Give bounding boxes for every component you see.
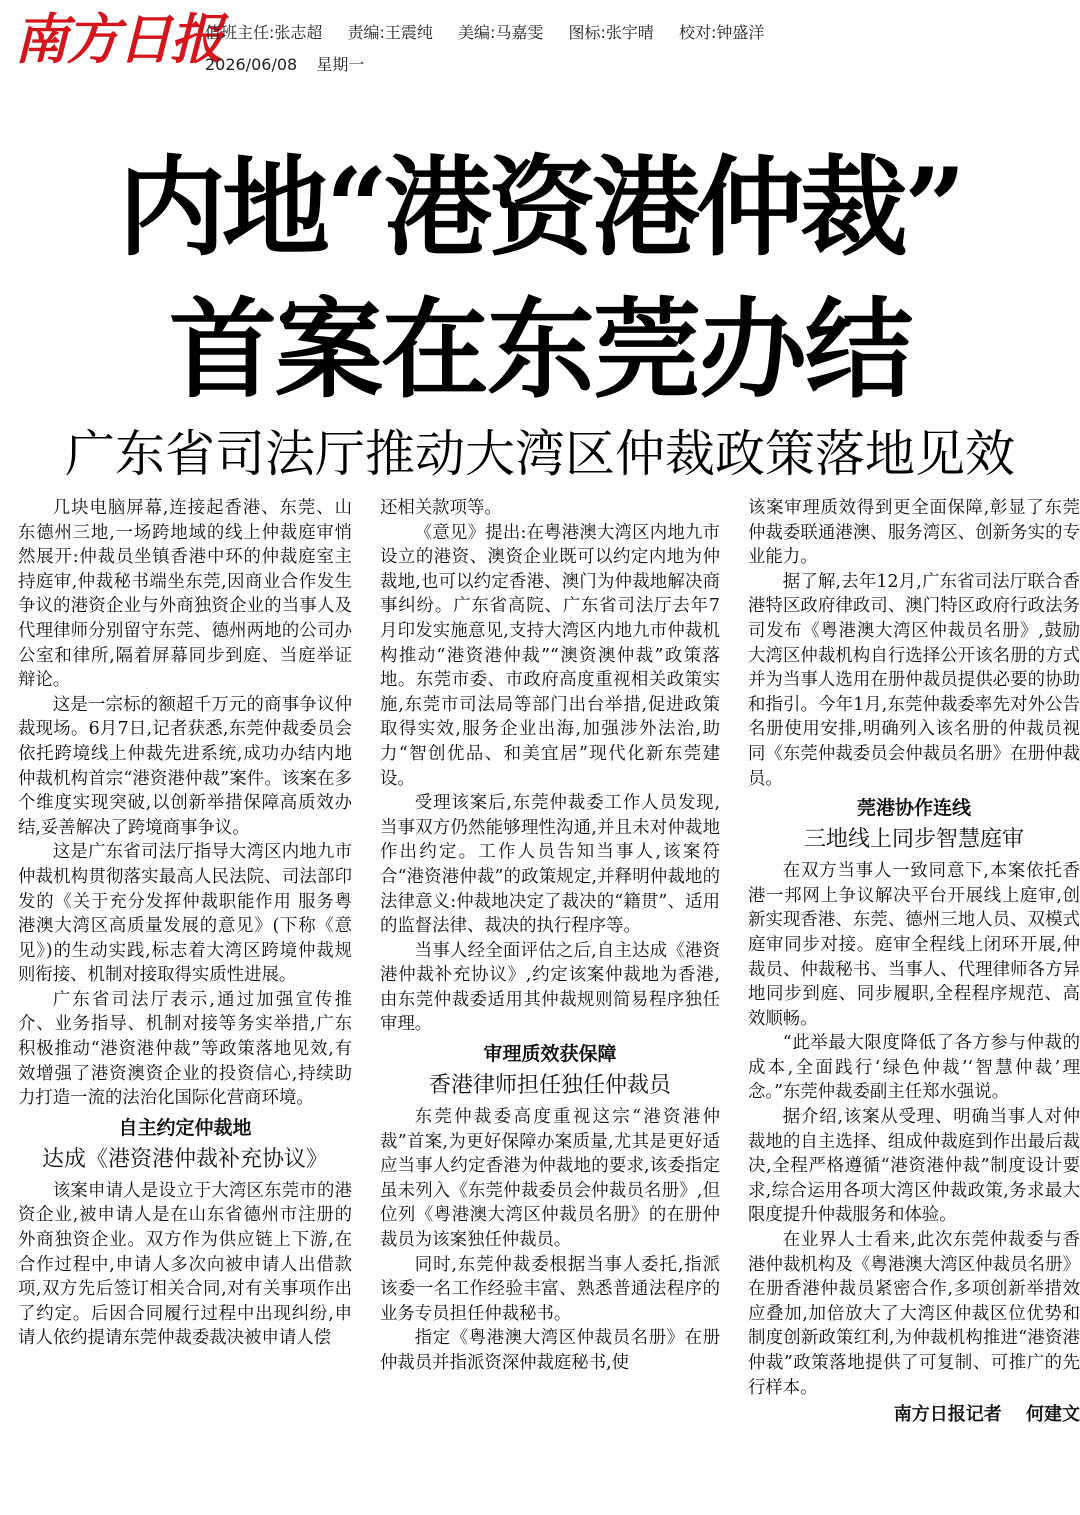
section-heading: 自主约定仲裁地	[118, 1116, 252, 1139]
paragraph: 据介绍,该案从受理、明确当事人对仲裁地的自主选择、组成仲裁庭到作出最后裁决,全程严格遵循“港资港仲裁”制度设计要求,综合运用各项大湾区仲裁政策,务求最大限度提升仲裁服务和体验。	[748, 1107, 1080, 1226]
paragraph: 同时,东莞仲裁委根据当事人委托,指派该委一名工作经验丰富、熟悉普通法程序的业务专员担任仲裁秘书。	[380, 1254, 720, 1324]
paragraph: 东莞仲裁委高度重视这宗“港资港仲裁”首案,为更好保障办案质量,尤其是更好适应当事人约定香港为仲裁地的要求,该委指定虽未列入《东莞仲裁委员会仲裁员名册》,但位列《粤港澳大湾区仲裁员名册》的在册仲裁员为该案独任仲裁员。	[380, 1107, 720, 1251]
byline-author: 何建文	[1026, 1404, 1080, 1426]
paragraph: 在双方当事人一致同意下,本案依托香港一邦网上争议解决平台开展线上庭审,创新实现香港、东莞、德州三地人员、双模式庭审同步对接。庭审全程线上闭环开展,仲裁员、仲裁秘书、当事人、代理律师各方异地同步到庭、同步履职,全程程序规范、高效顺畅。	[748, 861, 1080, 1029]
paragraph: 广东省司法厅表示,通过加强宣传推介、业务指导、机制对接等务实举措,广东积极推动“港资港仲裁”等政策落地见效,有效增强了港资澳资企业的投资信心,持续助力打造一流的法治化国际化营商环境。	[18, 989, 352, 1109]
headline-line-2: 首案在东莞办结	[168, 287, 911, 413]
section-subheading: 香港律师担任独任仲裁员	[428, 1073, 671, 1099]
paragraph: 这是广东省司法厅指导大湾区内地九市仲裁机构贯彻落实最高人民法院、司法部印发的《关于充分发挥仲裁职能作用 服务粤港澳大湾区高质量发展的意见》(下称《意见》)的生动实践,标志着大湾区跨境仲裁规则衔接、机制对接取得实质性进展。	[18, 842, 352, 986]
staff-credits	[205, 20, 784, 43]
byline	[748, 1402, 1080, 1428]
section-subheading: 达成《港资港仲裁补充协议》	[41, 1146, 328, 1172]
paragraph: 在业界人士看来,此次东莞仲裁委与香港仲裁机构及《粤港澳大湾区仲裁员名册》在册香港仲裁员紧密合作,多项创新举措效应叠加,加倍放大了大湾区仲裁区位优势和制度创新政策红利,为仲裁机构推进“港资港仲裁”政策落地提供了可复制、可推广的先行样本。	[748, 1230, 1080, 1398]
credit-art-editor: 美编:马嘉雯	[458, 23, 544, 42]
paragraph: 当事人经全面评估之后,自主达成《港资港仲裁补充协议》,约定该案仲裁地为香港,由东莞仲裁委适用其仲裁规则简易程序独任审理。	[380, 940, 720, 1035]
credit-duty-editor: 值班主任:张志超	[205, 23, 323, 42]
headline-subtitle: 广东省司法厅推动大湾区仲裁政策落地见效	[65, 425, 1015, 483]
paragraph: 这是一宗标的额超千万元的商事争议仲裁现场。6月7日,记者获悉,东莞仲裁委员会依托跨境线上仲裁先进系统,成功办结内地仲裁机构首宗“港资港仲裁”案件。该案在多个维度实现突破,以创新举措保障高质效办结,妥善解决了跨境商事争议。	[18, 694, 352, 838]
paragraph: 指定《粤港澳大湾区仲裁员名册》在册仲裁员并指派资深仲裁庭秘书,使	[380, 1328, 720, 1373]
newspaper-logo: 南方日报	[14, 7, 222, 71]
byline-org: 南方日报记者	[893, 1404, 1002, 1426]
credit-graphics: 图标:张宇晴	[568, 23, 654, 42]
section-subheading: 三地线上同步智慧庭审	[803, 827, 1024, 853]
headline-line-1: 内地“港资港仲裁”	[117, 145, 963, 271]
paragraph: “此举最大限度降低了各方参与仲裁的成本,全面践行‘绿色仲裁’‘智慧仲裁’理念。”东莞仲裁委副主任郑水强说。	[748, 1033, 1080, 1103]
masthead	[0, 0, 1080, 90]
paragraph: 据了解,去年12月,广东省司法厅联合香港特区政府律政司、澳门特区政府行政法务司发布《粤港澳大湾区仲裁员名册》,鼓励大湾区仲裁机构自行选择公开该名册的方式并为当事人选用在册仲裁员提供必要的协助和指引。今年1月,东莞仲裁委率先对外公告名册使用安排,明确列入该名册的仲裁员视同《东莞仲裁委员会仲裁员名册》在册仲裁员。	[748, 571, 1080, 789]
paragraph: 还相关款项等。	[380, 498, 502, 518]
paragraph: 《意见》提出:在粤港澳大湾区内地九市设立的港资、澳资企业既可以约定内地为仲裁地,也可以约定香港、澳门为仲裁地解决商事纠纷。广东省高院、广东省司法厅去年7月印发实施意见,支持大湾区内地九市仲裁机构推动“港资港仲裁”“澳资澳仲裁”政策落地。东莞市委、市政府高度重视相关政策实施,东莞市司法局等部门出台举措,促进政策取得实效,服务企业出海,加强涉外法治,助力“智创优品、和美宜居”现代化新东莞建设。	[380, 522, 720, 789]
paragraph: 受理该案后,东莞仲裁委工作人员发现,当事双方仍然能够理性沟通,并且未对仲裁地作出约定。工作人员告知当事人,该案符合“港资港仲裁”的政策规定,并释明仲裁地的法律意义:仲裁地决定了裁决的“籍贯”、适用的监督法律、裁决的执行程序等。	[380, 793, 720, 937]
article-column-1	[18, 496, 352, 1506]
dateline	[205, 52, 378, 75]
section-heading: 莞港协作连线	[856, 797, 971, 820]
credit-editor: 责编:王震纯	[347, 23, 433, 42]
article-column-2	[380, 496, 720, 1506]
paragraph: 该案申请人是设立于大湾区东莞市的港资企业,被申请人是在山东省德州市注册的外商独资企业。双方作为供应链上下游,在合作过程中,申请人多次向被申请人出借款项,双方先后签订相关合同,对有关事项作出了约定。后因合同履行过程中出现纠纷,申请人依约提请东莞仲裁委裁决被申请人偿	[18, 1180, 352, 1349]
issue-weekday: 星期一	[316, 55, 365, 74]
article-column-3	[748, 496, 1080, 1506]
issue-date: 2026/06/08	[205, 55, 298, 74]
paragraph: 该案审理质效得到更全面保障,彰显了东莞仲裁委联通港澳、服务湾区、创新务实的专业能力。	[748, 498, 1080, 568]
paragraph: 几块电脑屏幕,连接起香港、东莞、山东德州三地,一场跨地域的线上仲裁庭审悄然展开:仲裁员坐镇香港中环的仲裁庭室主持庭审,仲裁秘书端坐东莞,因商业合作发生争议的港资企业与外商独资企业的当事人及代理律师分别留守东莞、德州两地的公司办公室和律所,隔着屏幕同步到庭、当庭举证辩论。	[18, 498, 352, 691]
section-heading: 审理质效获保障	[483, 1043, 617, 1066]
credit-proofreader: 校对:钟盛洋	[679, 23, 765, 42]
